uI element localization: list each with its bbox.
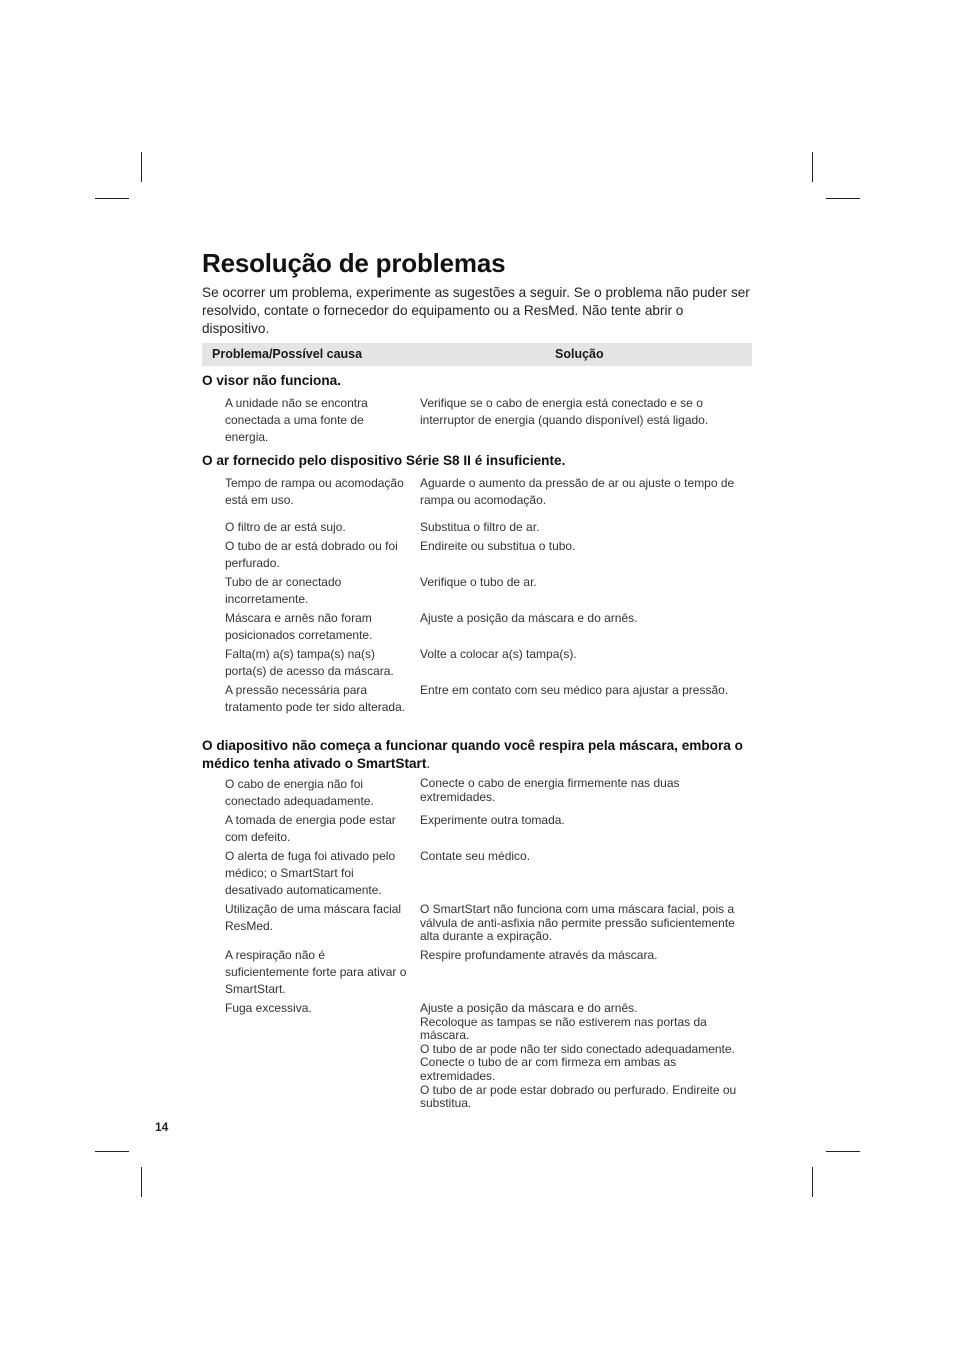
problem-cause: Tempo de rampa ou acomodação está em uso. xyxy=(225,476,404,507)
problem-solution: Verifique se o cabo de energia está conectado e se o interruptor de energia (quando disponível) está ligado. xyxy=(420,396,709,427)
page-number: 14 xyxy=(155,1120,169,1134)
problem-cause: O tubo de ar está dobrado ou foi perfurado. xyxy=(225,539,398,570)
problem-cause: O cabo de energia não foi conectado adequadamente. xyxy=(225,777,374,808)
problem-solution: Contate seu médico. xyxy=(420,849,531,863)
problem-cause: A tomada de energia pode estar com defeito. xyxy=(225,813,396,844)
page-title: Resolução de problemas xyxy=(202,248,506,278)
header-cause: Problema/Possível causa xyxy=(212,347,363,361)
crop-mark xyxy=(826,198,860,199)
problem-solution: Substitua o filtro de ar. xyxy=(420,520,540,534)
crop-mark xyxy=(826,1151,860,1152)
problem-solution: O SmartStart não funciona com uma máscara facial, pois a válvula de anti-asfixia não permite pressão suficientemente alta durante a expiração. xyxy=(420,902,735,944)
crop-mark xyxy=(95,1151,129,1152)
section-heading-period: . xyxy=(426,756,431,771)
section-heading: O ar fornecido pelo dispositivo Série S8 II é insuficiente. xyxy=(202,453,566,468)
problem-solution: Endireite ou substitua o tubo. xyxy=(420,539,576,553)
problem-solution: Ajuste a posição da máscara e do arnês. xyxy=(420,611,638,625)
problem-cause: Fuga excessiva. xyxy=(225,1001,312,1015)
problem-cause: Falta(m) a(s) tampa(s) na(s) porta(s) de acesso da máscara. xyxy=(225,647,394,678)
problem-cause: A unidade não se encontra conectada a uma fonte de energia. xyxy=(225,396,368,444)
table-header xyxy=(202,343,752,366)
problem-solution: Conecte o cabo de energia firmemente nas duas extremidades. xyxy=(420,776,680,804)
problem-solution: Verifique o tubo de ar. xyxy=(420,575,537,589)
problem-cause: A pressão necessária para tratamento pode ter sido alterada. xyxy=(225,683,406,714)
crop-mark xyxy=(812,1167,813,1197)
section-heading xyxy=(202,737,762,773)
problem-cause: Tubo de ar conectado incorretamente. xyxy=(225,575,342,606)
crop-mark xyxy=(95,198,129,199)
problem-cause: Máscara e arnês não foram posicionados corretamente. xyxy=(225,611,373,642)
problem-solution: Respire profundamente através da máscara. xyxy=(420,948,658,962)
section-heading-text: O diapositivo não começa a funcionar quando você respira pela máscara, embora o médico tenha ativado o SmartStart xyxy=(202,738,743,771)
section-heading: O visor não funciona. xyxy=(202,373,341,388)
problem-solution: Volte a colocar a(s) tampa(s). xyxy=(420,647,577,661)
crop-mark xyxy=(812,152,813,182)
crop-mark xyxy=(141,1167,142,1197)
problem-cause: O alerta de fuga foi ativado pelo médico; o SmartStart foi desativado automaticamente. xyxy=(225,849,396,897)
intro-paragraph: Se ocorrer um problema, experimente as sugestões a seguir. Se o problema não puder ser resolvido, contate o fornecedor do equipamento ou a ResMed. Não tente abrir o dispositivo. xyxy=(202,285,750,336)
problem-solution: Ajuste a posição da máscara e do arnês. Recoloque as tampas se não estiverem nas portas da máscara. O tubo de ar pode não ter sido conectado adequadamente. Conecte o tubo de ar com firmeza em ambas as extremidades. O tubo de ar pode estar dobrado ou perfurado. Endireite ou substitua. xyxy=(420,1001,737,1111)
problem-cause: Utilização de uma máscara facial ResMed. xyxy=(225,902,402,933)
header-solution: Solução xyxy=(555,347,604,361)
problem-solution: Experimente outra tomada. xyxy=(420,813,565,827)
problem-cause: A respiração não é suficientemente forte para ativar o SmartStart. xyxy=(225,948,407,996)
problem-solution: Aguarde o aumento da pressão de ar ou ajuste o tempo de rampa ou acomodação. xyxy=(420,476,735,507)
problem-solution: Entre em contato com seu médico para ajustar a pressão. xyxy=(420,683,729,697)
problem-cause: O filtro de ar está sujo. xyxy=(225,520,346,534)
crop-mark xyxy=(141,152,142,182)
